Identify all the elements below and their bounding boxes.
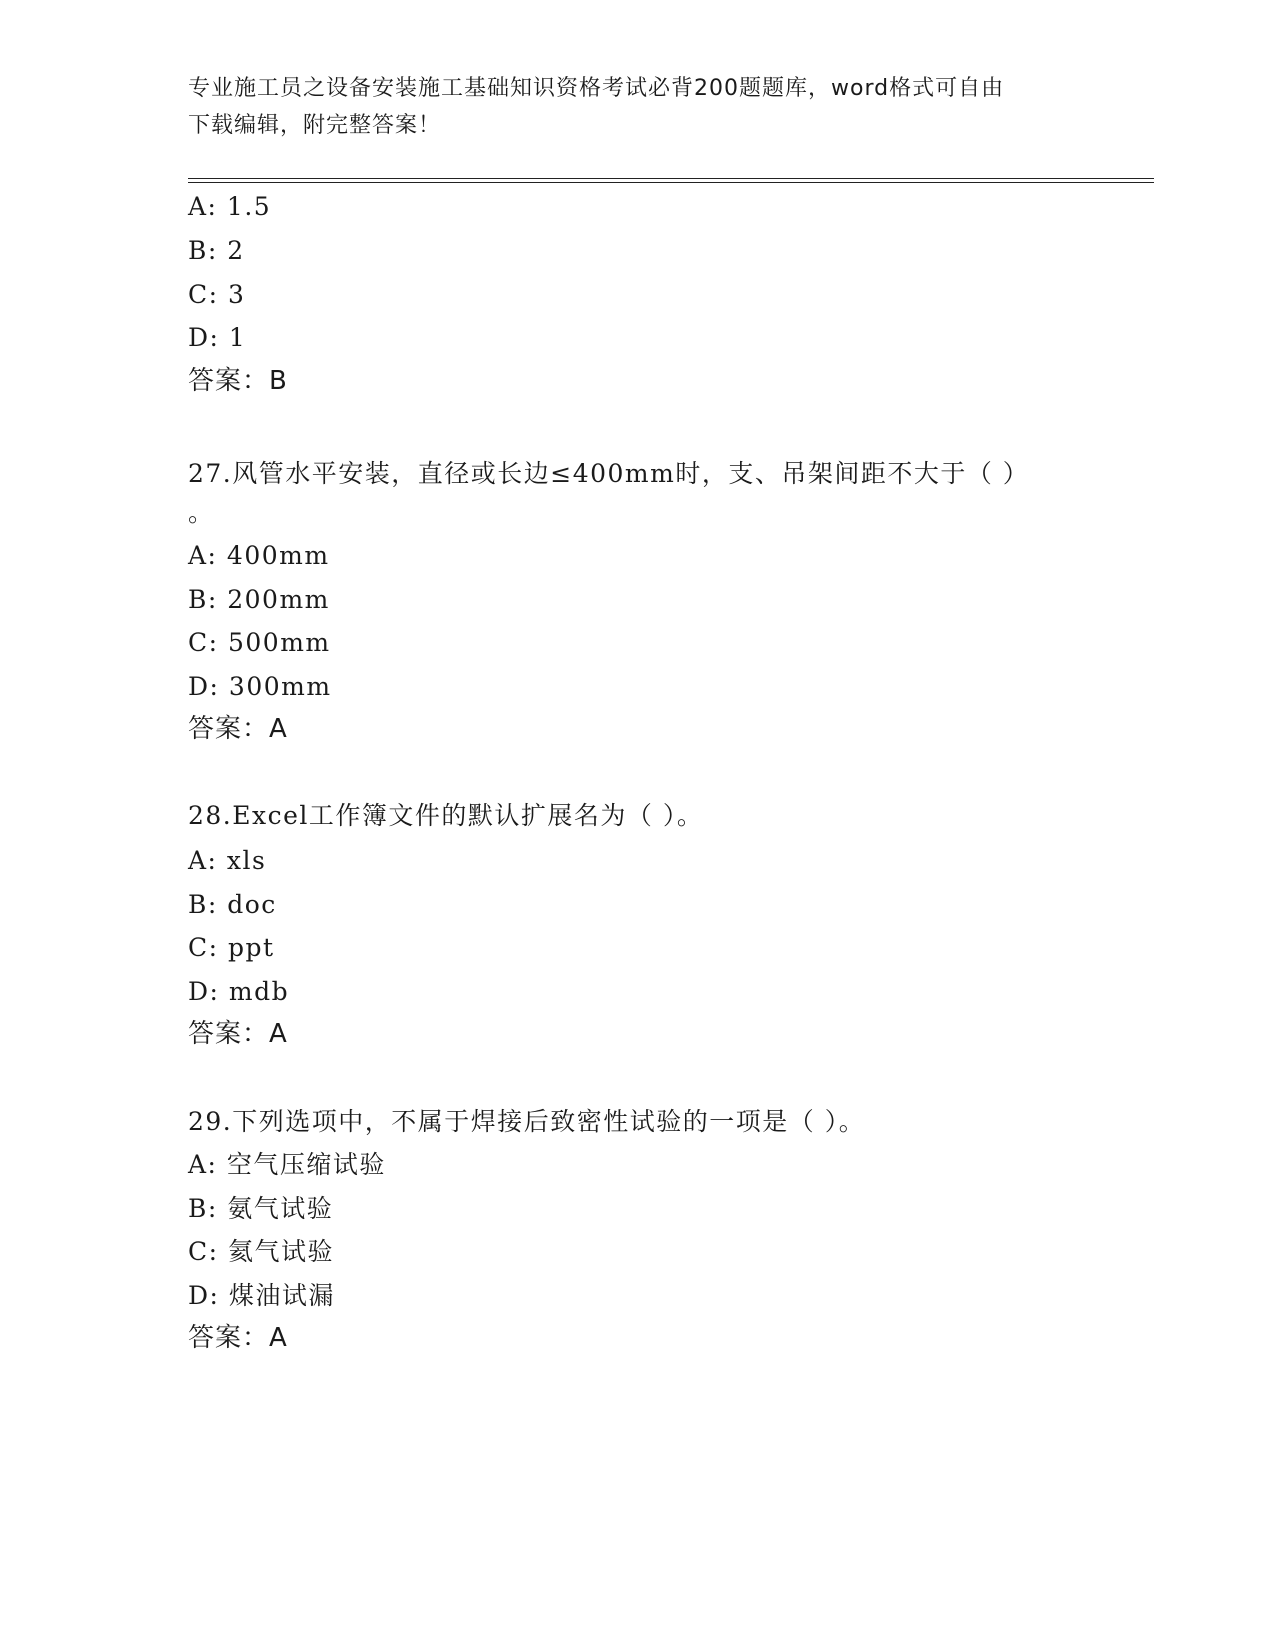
answer: 答案：A xyxy=(188,714,288,744)
question-stem: 27.风管水平安装，直径或长边≤400mm时，支、吊架间距不大于（ ） xyxy=(188,459,1030,488)
option-c: C: ppt xyxy=(188,933,275,962)
header-divider-bottom xyxy=(188,182,1154,183)
option-a: A: 1.5 xyxy=(188,192,272,221)
question-stem: 29.下列选项中，不属于焊接后致密性试验的一项是（ ）。 xyxy=(188,1107,866,1136)
option-b: B: 2 xyxy=(188,236,245,265)
option-d: D: 煤油试漏 xyxy=(188,1281,335,1310)
question-stem-continuation: 。 xyxy=(188,498,215,527)
option-b: B: doc xyxy=(188,890,277,919)
option-c: C: 3 xyxy=(188,280,246,309)
header-divider-top xyxy=(188,178,1154,179)
answer: 答案：B xyxy=(188,366,288,396)
question-stem: 28.Excel工作簿文件的默认扩展名为（ ）。 xyxy=(188,801,704,830)
option-d: D: mdb xyxy=(188,977,290,1006)
document-header xyxy=(188,70,1088,144)
option-c: C: 氦气试验 xyxy=(188,1237,334,1266)
answer: 答案：A xyxy=(188,1019,288,1049)
option-c: C: 500mm xyxy=(188,628,331,657)
header-line-1: 专业施工员之设备安装施工基础知识资格考试必背200题题库，word格式可自由 xyxy=(188,76,1005,101)
option-d: D: 1 xyxy=(188,323,247,352)
option-a: A: 400mm xyxy=(188,541,330,570)
header-line-2: 下载编辑，附完整答案！ xyxy=(188,113,442,138)
answer: 答案：A xyxy=(188,1323,288,1353)
option-b: B: 200mm xyxy=(188,585,330,614)
option-b: B: 氨气试验 xyxy=(188,1194,334,1223)
option-a: A: xls xyxy=(188,846,267,875)
option-d: D: 300mm xyxy=(188,672,332,701)
option-a: A: 空气压缩试验 xyxy=(188,1150,386,1179)
